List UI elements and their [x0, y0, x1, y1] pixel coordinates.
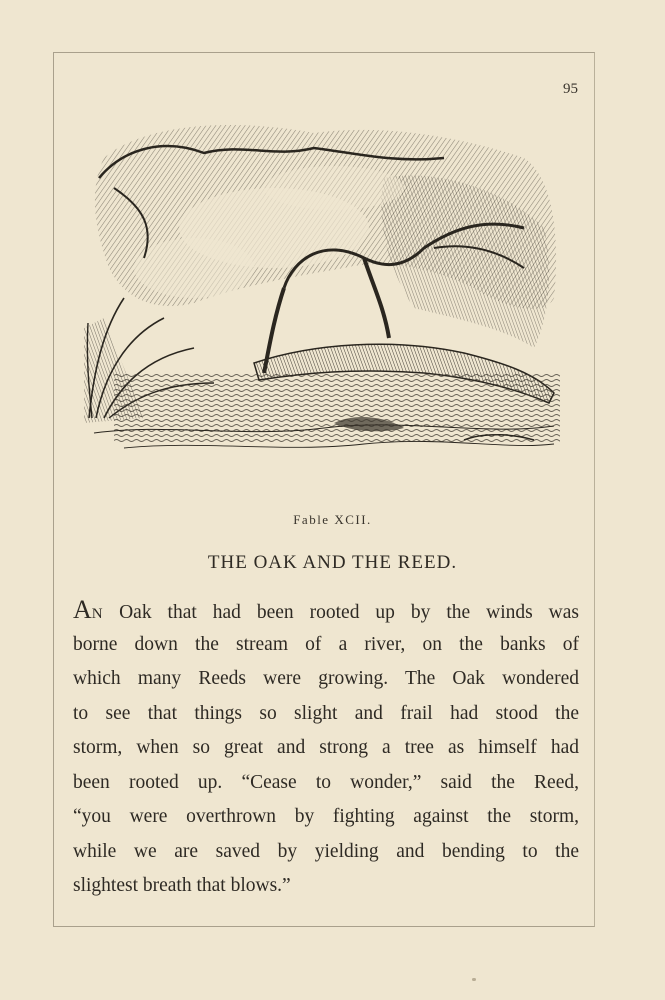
fable-body	[73, 593, 579, 904]
paper-mark	[472, 978, 476, 981]
fable-line-last: slightest breath that blows.”	[73, 875, 291, 896]
fable-number: Fable XCII.	[293, 512, 372, 527]
fable-line-first-rest: Oak that had been rooted up by the winds was	[119, 602, 580, 623]
fable-line: to see that things so slight and frail had stood the	[73, 702, 579, 724]
fable-title: THE OAK AND THE REED.	[207, 552, 458, 573]
fable-line-first	[73, 593, 579, 628]
fable-line: borne down the stream of a river, on the banks of	[73, 633, 579, 655]
drop-cap: AN	[73, 595, 104, 624]
fable-line: storm, when so great and strong a tree as himself had	[73, 737, 579, 758]
page-number: 95	[563, 81, 578, 97]
fable-line: which many Reeds were growing. The Oak wondered	[73, 668, 579, 689]
fable-line: “you were overthrown by fighting against the storm,	[73, 806, 579, 827]
engraving-oak-and-reed-icon	[84, 118, 560, 466]
fable-line: while we are saved by yielding and bending to the	[73, 840, 579, 862]
fable-line: been rooted up. “Cease to wonder,” said the Reed,	[73, 771, 579, 793]
